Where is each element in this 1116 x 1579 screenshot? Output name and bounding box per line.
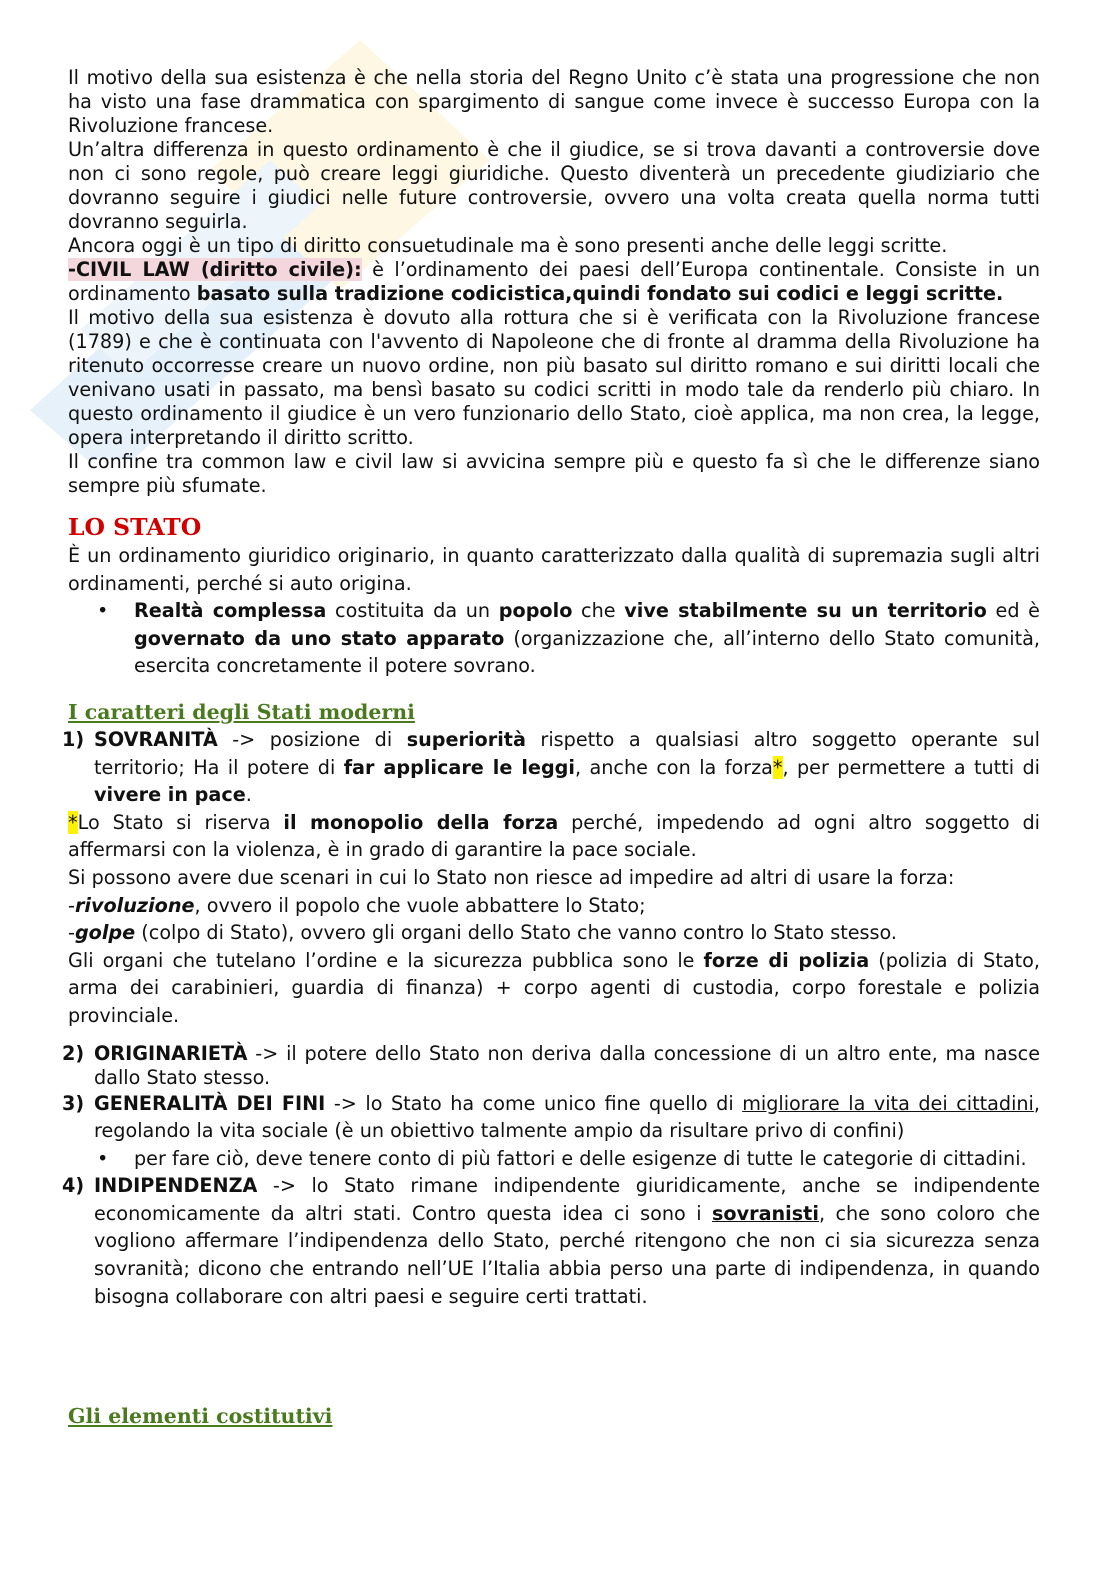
paragraph-civil-law bbox=[68, 258, 1040, 306]
bold-text: superiorità bbox=[406, 727, 526, 751]
text: costituita da un bbox=[326, 599, 499, 623]
paragraph-monopolio bbox=[68, 809, 1040, 864]
heading-elementi: Gli elementi costitutivi bbox=[68, 1404, 333, 1429]
asterisk-highlight: * bbox=[68, 810, 78, 834]
text: -> lo Stato ha come unico fine quello di bbox=[325, 1091, 743, 1115]
bullet-realta-complessa bbox=[68, 597, 1040, 680]
paragraph-border: Il confine tra common law e civil law si avvicina sempre più e questo fa sì che le differenze siano sempre più sfumate. bbox=[68, 450, 1040, 497]
text: , per permettere a tutti di bbox=[782, 755, 1040, 779]
bullet-dot: • bbox=[97, 1146, 109, 1170]
heading-caratteri: I caratteri degli Stati moderni bbox=[68, 699, 415, 724]
text: Lo Stato si riserva bbox=[77, 810, 284, 834]
text: , anche con la forza bbox=[575, 755, 773, 779]
list-item-generalita bbox=[62, 1090, 1041, 1145]
item-heading: GENERALITÀ DEI FINI bbox=[94, 1091, 326, 1115]
paragraph-organi bbox=[68, 947, 1040, 1030]
dash: - bbox=[68, 921, 75, 945]
paragraph-french-revolution: Il motivo della sua esistenza è dovuto alla rottura che si è verificata con la Rivoluzione francese (1789) e che è continuata con l'avvento di Napoleone che di fronte al dramma della Rivoluzione ha ritenuto occorresse creare un nuovo ordine, non più basato sul diritto romano e sui diritti locali che venivano usati in passato, ma bensì basato su codici scritti in modo tale da renderlo più chiaro. In questo ordinamento il giudice è un vero funzionario dello Stato, cioè applica, ma non crea, la legge, opera interpretando il diritto scritto. bbox=[68, 306, 1040, 449]
text: rispetto a qualsiasi altro soggetto operante sul territorio; Ha il potere di bbox=[94, 727, 1040, 779]
text: (polizia di Stato, arma dei carabinieri, guardia di finanza) + corpo agenti di custodia, corpo forestale e polizia provinciale. bbox=[68, 948, 1040, 1027]
text: Gli organi che tutelano l’ordine e la sicurezza pubblica sono le bbox=[68, 948, 704, 972]
text: (colpo di Stato), ovvero gli organi dello Stato che vanno contro lo Stato stesso. bbox=[135, 921, 898, 945]
text: che bbox=[572, 599, 625, 623]
bold-text: far applicare le leggi bbox=[343, 755, 575, 779]
item-number: 4) bbox=[62, 1174, 85, 1198]
asterisk-highlight: * bbox=[772, 755, 783, 779]
item-heading: SOVRANITÀ bbox=[94, 727, 218, 751]
bold-text: vivere in pace bbox=[94, 783, 246, 807]
civil-law-bold: basato sulla tradizione codicistica,quindi fondato sui codici e leggi scritte. bbox=[196, 282, 1004, 305]
list-item-sovranita bbox=[62, 726, 1040, 809]
paragraph-uk-history: Il motivo della sua esistenza è che nella storia del Regno Unito c’è stata una progressione che non ha visto una fase drammatica con spargimento di sangue come invece è successo Europa con la Rivoluzione francese. bbox=[68, 66, 1040, 137]
paragraph-scenari: Si possono avere due scenari in cui lo Stato non riesce ad impedire ad altri di usare la forza: bbox=[68, 865, 955, 889]
text: , che sono coloro che vogliono affermare l’indipendenza dello Stato, perché ritengono che non ci sia sicurezza senza sovranità; dicono che entrando nell’UE l’Italia abbia perso una parte di indipendenza, in quando bisogna collaborare con altri paesi e seguire certi trattati. bbox=[94, 1201, 1040, 1308]
text: . bbox=[245, 783, 252, 807]
bold-italic-text: golpe bbox=[74, 921, 136, 945]
item-number: 1) bbox=[62, 727, 85, 751]
text: (organizzazione che, all’interno dello Stato comunità, esercita concretamente il potere sovrano. bbox=[134, 626, 1040, 678]
bullet-dot: • bbox=[97, 599, 109, 623]
civil-law-text: è l’ordinamento dei paesi dell’Europa continentale. Consiste in un ordinamento bbox=[68, 258, 1040, 305]
text: , ovvero il popolo che vuole abbattere lo Stato; bbox=[194, 893, 646, 917]
text: per fare ciò, deve tenere conto di più fattori e delle esigenze di tutte le categorie di cittadini. bbox=[134, 1146, 1027, 1170]
text: -> posizione di bbox=[217, 727, 407, 751]
bold-italic-text: rivoluzione bbox=[74, 893, 195, 917]
bold-text: forze di polizia bbox=[703, 948, 870, 972]
sub-bullet-fattori bbox=[68, 1145, 1040, 1173]
text: ed è bbox=[986, 599, 1040, 623]
bold-text: Realtà complessa bbox=[134, 599, 327, 623]
text: perché, impedendo ad ogni altro soggetto di affermarsi con la violenza, è in grado di garantire la pace sociale. bbox=[68, 810, 1041, 862]
dash: - bbox=[68, 893, 75, 917]
item-number: 2) bbox=[62, 1041, 85, 1065]
bold-text: popolo bbox=[498, 599, 573, 623]
bold-text: il monopolio della forza bbox=[283, 810, 559, 834]
underlined-text: migliorare la vita dei cittadini bbox=[742, 1091, 1034, 1115]
text: , regolando la vita sociale (è un obiettivo talmente ampio da risultare privo di confini) bbox=[94, 1091, 1041, 1143]
bold-text: governato da uno stato apparato bbox=[134, 626, 505, 650]
text: -> lo Stato rimane indipendente giuridicamente, anche se indipendente economicamente da altri stati. Contro questa idea ci sono i bbox=[94, 1174, 1040, 1225]
paragraph-judge-precedent: Un’altra differenza in questo ordinamento è che il giudice, se si trova davanti a controversie dove non ci sono regole, può creare leggi giuridiche. Questo diventerà un precedente giudiziario che dovranno seguire i giudici nelle future controversie, ovvero una volta creata quella norma tutti dovranno seguirla. bbox=[68, 138, 1040, 233]
paragraph-rivoluzione bbox=[68, 892, 1040, 920]
heading-lo-stato: LO STATO bbox=[68, 513, 202, 541]
document-page bbox=[62, 66, 1041, 1430]
item-heading: ORIGINARIETÀ bbox=[94, 1041, 248, 1065]
paragraph-golpe bbox=[68, 919, 1040, 947]
paragraph-stato-intro: È un ordinamento giuridico originario, in quanto caratterizzato dalla qualità di supremazia sugli altri ordinamenti, perché si auto origina. bbox=[68, 544, 1040, 595]
bold-underlined-text: sovranisti bbox=[712, 1201, 819, 1225]
paragraph-customary-law: Ancora oggi è un tipo di diritto consuetudinale ma è sono presenti anche delle leggi scritte. bbox=[68, 234, 948, 257]
civil-law-label: -CIVIL LAW (diritto civile): bbox=[68, 258, 362, 281]
bold-text: vive stabilmente su un territorio bbox=[624, 599, 987, 623]
list-item-originarieta bbox=[62, 1041, 1040, 1090]
item-heading: INDIPENDENZA bbox=[94, 1174, 258, 1198]
item-number: 3) bbox=[62, 1091, 85, 1115]
list-item-indipendenza bbox=[62, 1172, 1040, 1310]
text: -> il potere dello Stato non deriva dalla concessione di un altro ente, ma nasce dallo Stato stesso. bbox=[94, 1041, 1040, 1089]
